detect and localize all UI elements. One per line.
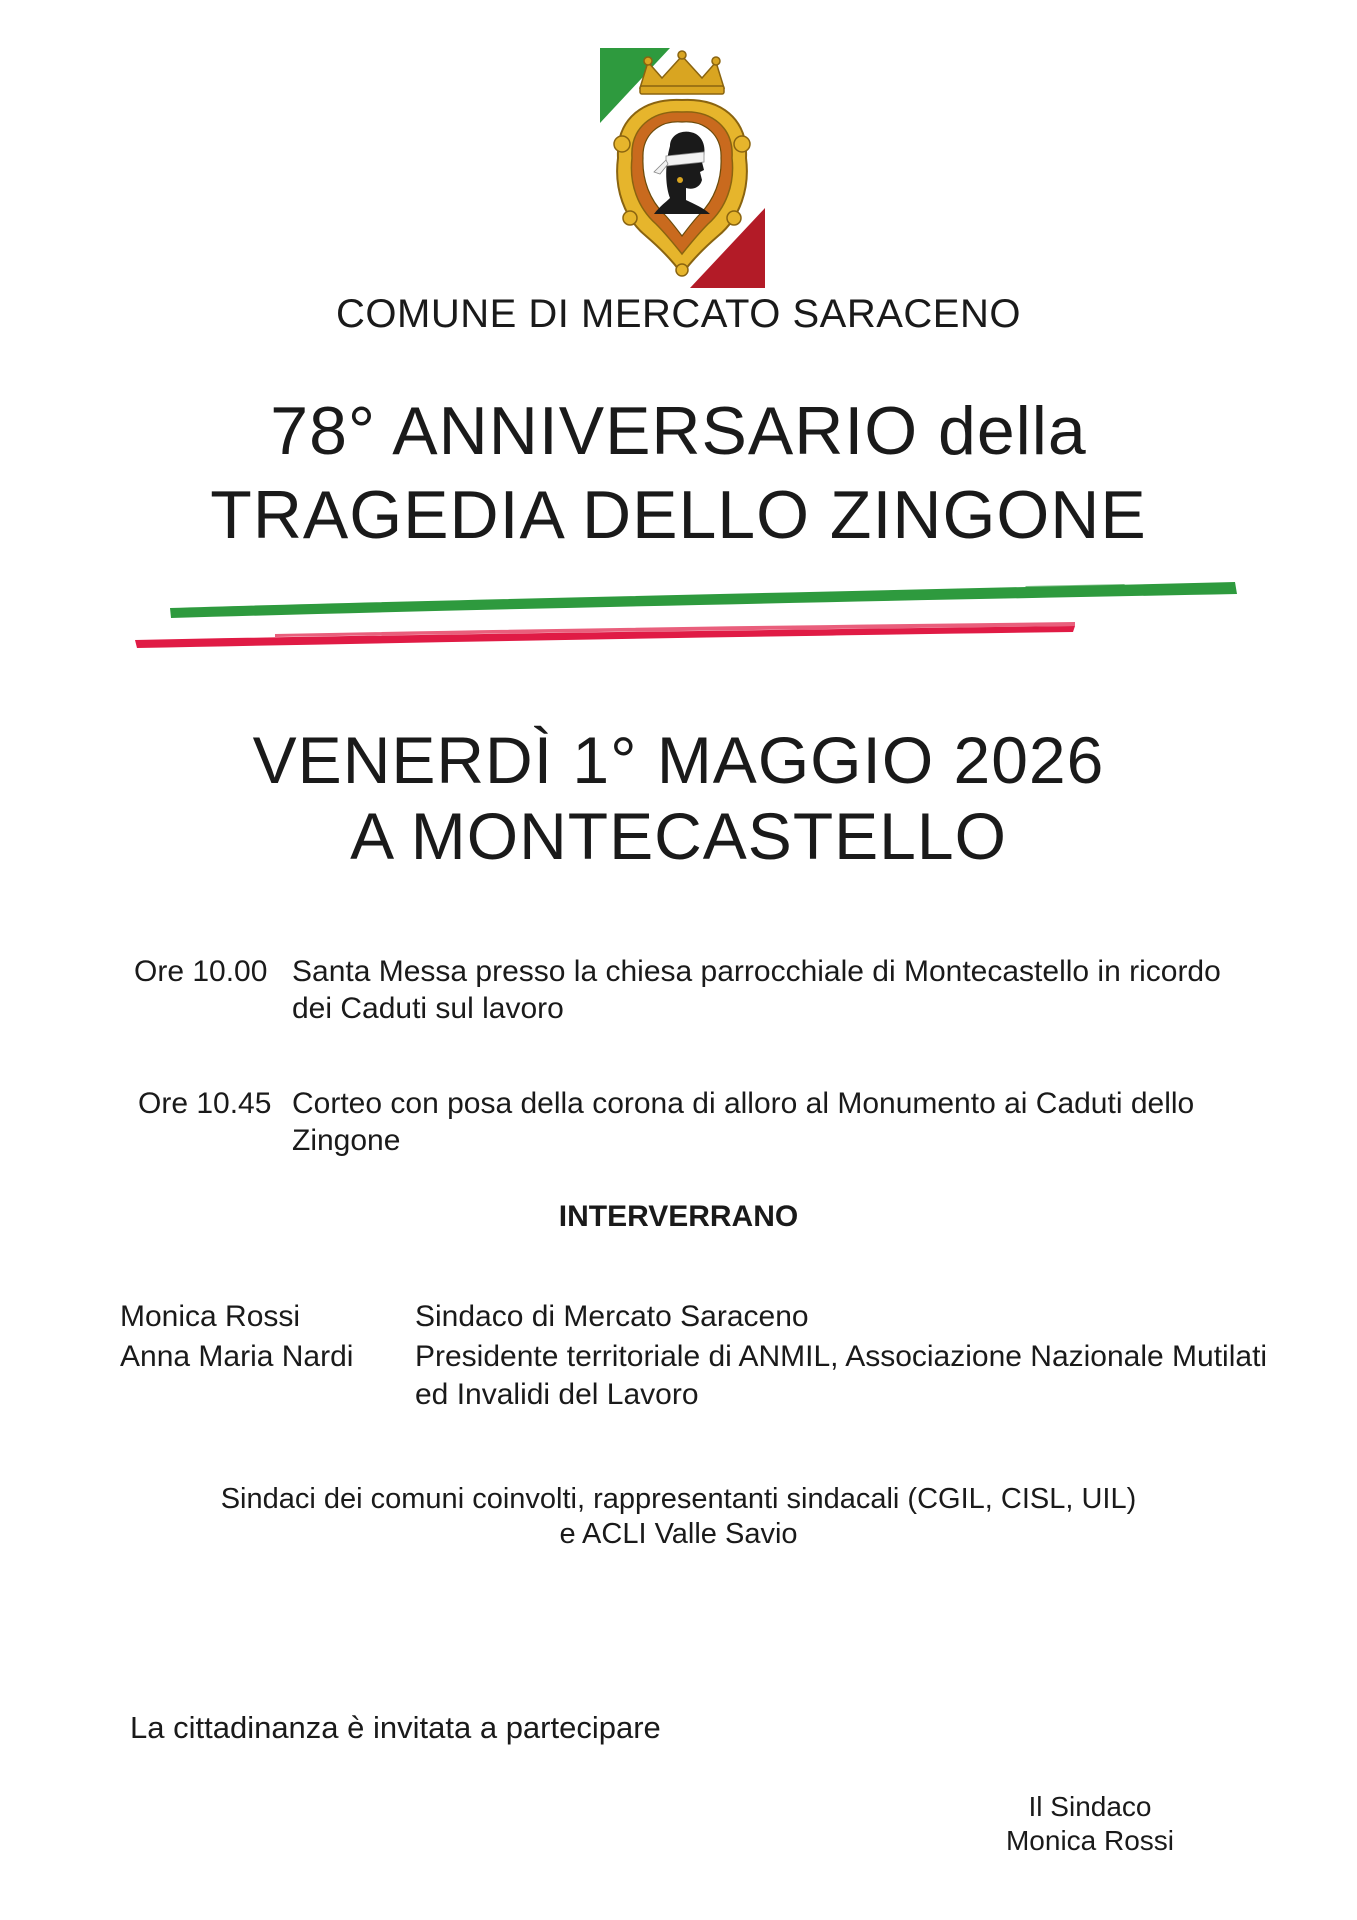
event-location: A MONTECASTELLO [350,799,1007,873]
speaker-name-1: Monica Rossi [120,1300,301,1333]
also-attending-line-2: e ACLI Valle Savio [559,1518,798,1550]
program-time-1: Ore 10.00 [134,955,268,988]
title-line-1: 78° ANNIVERSARIO della [270,393,1087,469]
program-time-2: Ore 10.45 [138,1087,272,1120]
title-line-2: TRAGEDIA DELLO ZINGONE [210,477,1147,553]
tricolour-stripes-icon [125,570,1245,650]
comune-name: COMUNE DI MERCATO SARACENO [336,292,1021,336]
signature-title: Il Sindaco [1028,1791,1152,1822]
also-attending [0,1482,1357,1552]
speaker-role-2: Presidente territoriale di ANMIL, Associazione Nazionale Mutilati ed Invalidi del Lavoro [415,1340,1268,1411]
also-attending-line-1: Sindaci dei comuni coinvolti, rappresentanti sindacali (CGIL, CISL, UIL) [220,1483,1137,1515]
invitation-text: La cittadinanza è invitata a partecipare [130,1710,661,1745]
speaker-role-1: Sindaco di Mercato Saraceno [415,1300,809,1333]
program-description-1: Santa Messa presso la chiesa parrocchiale di Montecastello in ricordo dei Caduti sul lavoro [292,955,1221,1025]
coat-of-arms-icon [600,48,765,288]
speakers-heading: INTERVERRANO [558,1200,799,1233]
signature-name: Monica Rossi [1005,1825,1175,1856]
speaker-name-2: Anna Maria Nardi [120,1340,354,1373]
event-date: VENERDÌ 1° MAGGIO 2026 [252,723,1105,797]
signature-block [980,1790,1200,1858]
program-description-2: Corteo con posa della corona di alloro al Monumento ai Caduti dello Zingone [292,1087,1195,1157]
